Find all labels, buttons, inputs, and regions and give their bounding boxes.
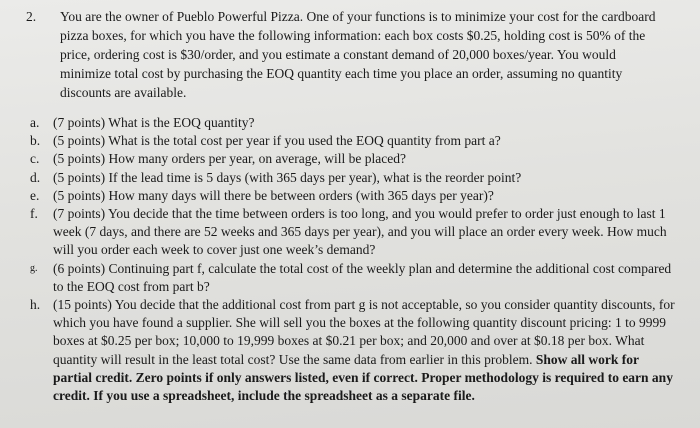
part-text: (7 points) You decide that the time between orders is too long, and you would prefer to order just enough to last 1 week (7 days, and there are 52 weeks and 365 days per year), and you will place an order every week. How much will you order each week to cover just one week’s demand? bbox=[53, 206, 667, 258]
part-text: (15 points) You decide that the additional cost from part g is not acceptable, so you consider quantity discounts, for which you have found a supplier. She will sell you the boxes at the following quantity discount pricing: 1 to 9999 boxes at $0.25 per box; 10,000 to 19,999 boxes at $0.21 per box; and 20,000 and over at $0.18 per box. What quantity will result in the least total cost? Use the same data from earlier in this problem. bbox=[53, 297, 675, 367]
part-text: (5 points) How many days will there be between orders (with 365 days per year)? bbox=[53, 187, 494, 203]
part-letter: d. bbox=[30, 169, 41, 185]
part-letter: e. bbox=[30, 187, 40, 203]
part-d bbox=[30, 169, 680, 187]
part-letter: f. bbox=[30, 206, 38, 222]
part-text: (7 points) What is the EOQ quantity? bbox=[53, 115, 255, 130]
part-text: (5 points) How many orders per year, on average, will be placed? bbox=[53, 151, 406, 167]
problem-statement: You are the owner of Pueblo Powerful Pizza. One of your functions is to minimize your cost for the cardboard pizza boxes, for which you have the following information: each box costs $0.25, holding cost is 50% of the price, ordering cost is $30/order, and you estimate a constant demand of 20,000 boxes/year. You would minimize total cost by purchasing the EOQ quantity each time you place an order, assuming no quantity discounts are available. bbox=[60, 9, 656, 100]
part-text: (5 points) What is the total cost per year if you used the EOQ quantity from part a? bbox=[53, 133, 501, 149]
part-letter: b. bbox=[30, 133, 41, 149]
part-letter: a. bbox=[30, 115, 40, 130]
part-bold-instructions: Show all work for partial credit. Zero points if only answers listed, even if correct. Proper methodology is required to earn any credit. If you use a spreadsheet, include the spreadsheet as a separate file. bbox=[53, 351, 673, 404]
question-parts bbox=[30, 114, 680, 405]
part-a bbox=[30, 114, 680, 132]
part-b bbox=[30, 132, 680, 150]
part-letter: h. bbox=[30, 297, 41, 313]
problem-number: 2. bbox=[26, 9, 37, 24]
part-g bbox=[30, 260, 680, 296]
part-h bbox=[30, 296, 680, 405]
part-text: (5 points) If the lead time is 5 days (with 365 days per year), what is the reorder point? bbox=[53, 169, 522, 185]
part-letter: g. bbox=[30, 262, 38, 274]
part-e bbox=[30, 187, 680, 205]
part-text: (6 points) Continuing part f, calculate the total cost of the weekly plan and determine the additional cost compared to the EOQ cost from part b? bbox=[53, 260, 672, 294]
part-c bbox=[30, 150, 680, 168]
problem-2 bbox=[26, 7, 666, 102]
part-f bbox=[30, 205, 680, 260]
part-letter: c. bbox=[30, 151, 40, 167]
